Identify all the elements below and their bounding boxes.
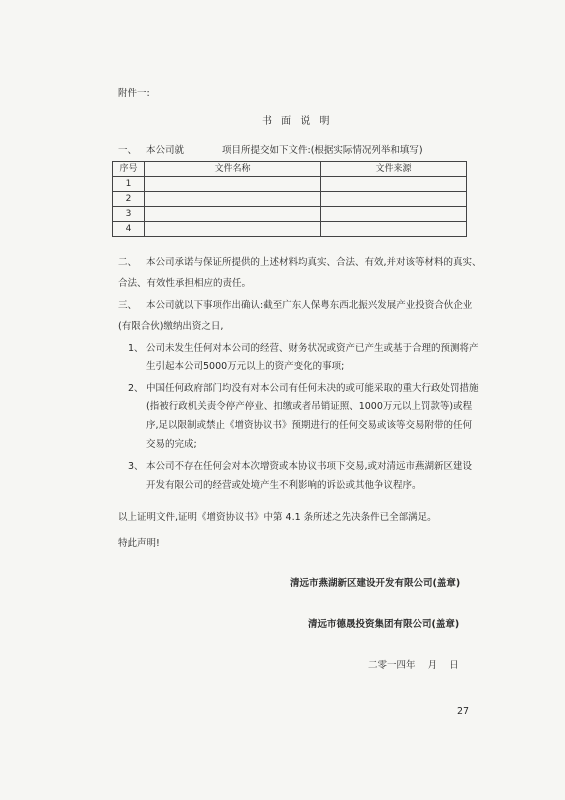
row-file-source (321, 177, 467, 192)
table-row (113, 207, 467, 222)
section1-company-prefix: 本公司就 (146, 145, 185, 156)
item-3-line2: 开发有限公司的经营或处境产生不利影响的诉讼或其他争议程序。 (146, 480, 422, 491)
item-2-line1: 中国任何政府部门均没有对本公司有任何未决的或可能采取的重大行政处罚措施 (146, 383, 479, 394)
row-number: 2 (113, 192, 145, 207)
section2-line2: 合法、有效性承担相应的责任。 (118, 278, 252, 289)
item-1-line1: 公司未发生任何对本公司的经营、财务状况或资产已产生或基于合理的预测将产 (146, 343, 479, 354)
row-number: 4 (113, 222, 145, 237)
signature-date: 二零一四年 月 日 (368, 660, 459, 671)
section1-marker: 一、 (118, 145, 138, 156)
item-3-line1: 本公司不存在任何会对本次增资或本协议书项下交易,或对清远市燕湖新区建设 (146, 461, 473, 472)
closing-statement: 特此声明! (118, 538, 160, 549)
row-file-source (321, 222, 467, 237)
row-file-name (145, 192, 321, 207)
certification-text: 以上证明文件,证明《增资协议书》中第 4.1 条所述之先决条件已全部满足。 (118, 512, 437, 523)
row-file-name (145, 177, 321, 192)
row-file-name (145, 222, 321, 237)
header-number: 序号 (113, 162, 145, 177)
section1-text: 项目所提交如下文件:(根据实际情况列举和填写) (222, 145, 423, 156)
header-file-source: 文件来源 (321, 162, 467, 177)
signatory-yanhu: 清远市燕湖新区建设开发有限公司(盖章) (290, 578, 461, 589)
section3-marker: 三、 (118, 300, 138, 311)
file-table-header-row (113, 162, 467, 177)
section3-line1: 本公司就以下事项作出确认:截至广东人保粤东西北振兴发展产业投资合伙企业 (146, 300, 473, 311)
header-file-name: 文件名称 (145, 162, 321, 177)
row-file-source (321, 207, 467, 222)
item-1-line2: 生引起本公司5000万元以上的资产变化的事项; (146, 361, 345, 372)
table-row (113, 192, 467, 207)
item-2-line4: 交易的完成; (146, 439, 197, 450)
document-title: 书 面 说 明 (262, 116, 333, 127)
item-1-marker: 1、 (128, 343, 144, 354)
row-file-source (321, 192, 467, 207)
section2-line1: 本公司承诺与保证所提供的上述材料均真实、合法、有效,并对该等材料的真实、 (146, 257, 482, 268)
item-3-marker: 3、 (128, 461, 144, 472)
attachment-label: 附件一: (118, 88, 150, 99)
signatory-desheng: 清远市德晟投资集团有限公司(盖章) (308, 619, 460, 630)
section2-marker: 二、 (118, 257, 138, 268)
file-table (112, 161, 467, 237)
section3-line2: (有限合伙)缴纳出资之日, (118, 321, 224, 332)
item-2-line2: (指被行政机关责令停产停业、扣缴或者吊销证照、1000万元以上罚款等)或程 (146, 401, 473, 412)
row-number: 3 (113, 207, 145, 222)
item-2-line3: 序,足以限制或禁止《增资协议书》预期进行的任何交易或该等交易附带的任何 (146, 420, 473, 431)
table-row (113, 222, 467, 237)
row-number: 1 (113, 177, 145, 192)
page-number: 27 (457, 706, 470, 717)
row-file-name (145, 207, 321, 222)
table-row (113, 177, 467, 192)
item-2-marker: 2、 (128, 383, 144, 394)
